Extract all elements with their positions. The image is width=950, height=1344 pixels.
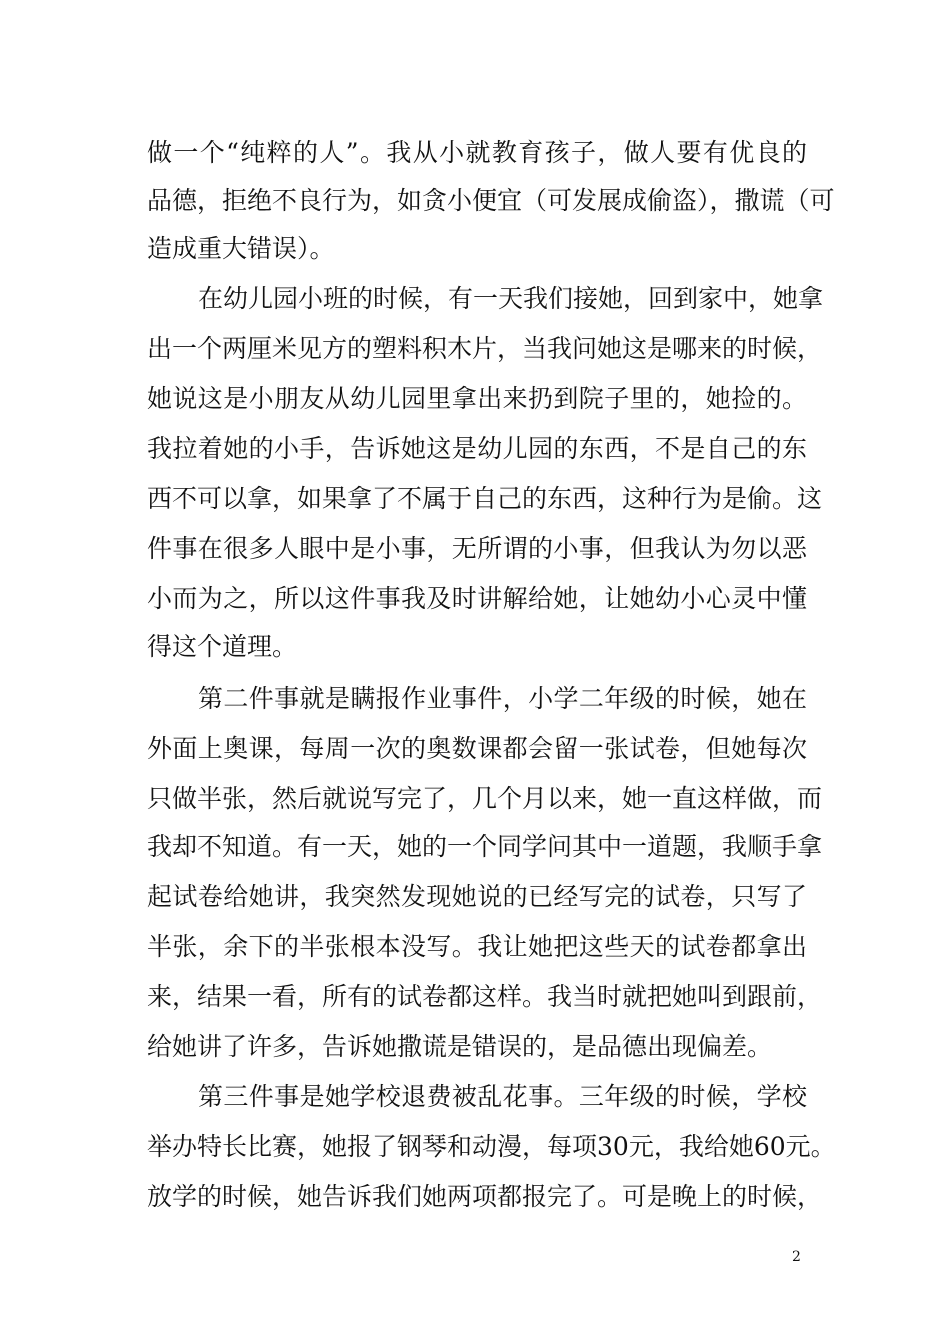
- text-line: 出一个两厘米见方的塑料积木片，当我问她这是哪来的时候，: [147, 334, 823, 363]
- text-line: 造成重大错误）。: [147, 234, 335, 263]
- text-line: 西不可以拿，如果拿了不属于自己的东西，这种行为是偷。这: [147, 484, 823, 513]
- text-line: 只做半张，然后就说写完了，几个月以来，她一直这样做，而: [147, 784, 823, 813]
- text-line: 她说这是小朋友从幼儿园里拿出来扔到院子里的，她捡的。: [147, 384, 807, 413]
- text-line: 放学的时候，她告诉我们她两项都报完了。可是晚上的时候，: [147, 1182, 823, 1211]
- text-line: 半张，余下的半张根本没写。我让她把这些天的试卷都拿出: [147, 932, 807, 961]
- text-line: 第三件事是她学校退费被乱花事。三年级的时候，学校: [198, 1082, 807, 1111]
- text-line: 我却不知道。有一天，她的一个同学问其中一道题，我顺手拿: [147, 832, 823, 861]
- text-line: 品德，拒绝不良行为，如贪小便宜（可发展成偷盗），撒谎（可: [147, 186, 835, 215]
- text-line: 在幼儿园小班的时候，有一天我们接她，回到家中，她拿: [198, 284, 824, 313]
- text-line: 来，结果一看，所有的试卷都这样。我当时就把她叫到跟前，: [147, 982, 823, 1011]
- text-line: 第二件事就是瞒报作业事件，小学二年级的时候，她在: [198, 684, 807, 713]
- page-number: 2: [792, 1249, 801, 1265]
- text-line: 得这个道理。: [147, 632, 298, 661]
- text-line: 做一个“纯粹的人”。我从小就教育孩子，做人要有优良的: [147, 138, 807, 167]
- text-line: 小而为之，所以这件事我及时讲解给她，让她幼小心灵中懂: [147, 584, 807, 613]
- text-line: 举办特长比赛，她报了钢琴和动漫，每项30元，我给她60元。: [147, 1132, 836, 1161]
- text-line: 我拉着她的小手，告诉她这是幼儿园的东西，不是自己的东: [147, 434, 807, 463]
- text-line: 给她讲了许多，告诉她撒谎是错误的，是品德出现偏差。: [147, 1032, 773, 1061]
- text-line: 外面上奥课，每周一次的奥数课都会留一张试卷，但她每次: [147, 734, 807, 763]
- text-line: 起试卷给她讲，我突然发现她说的已经写完的试卷，只写了: [147, 882, 807, 911]
- text-line: 件事在很多人眼中是小事，无所谓的小事，但我认为勿以恶: [147, 534, 807, 563]
